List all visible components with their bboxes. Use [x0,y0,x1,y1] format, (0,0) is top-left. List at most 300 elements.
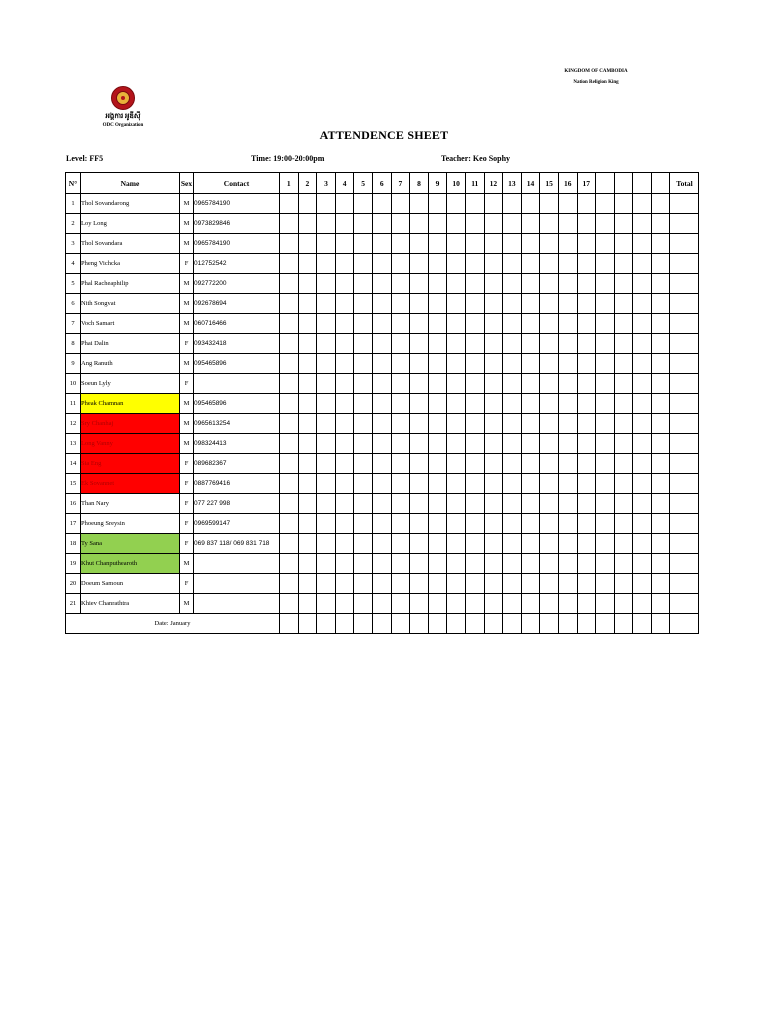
attendance-cell[interactable] [503,574,522,594]
attendance-cell[interactable] [577,514,596,534]
attendance-cell[interactable] [447,234,466,254]
attendance-cell[interactable] [391,274,410,294]
attendance-cell[interactable] [317,474,336,494]
attendance-cell[interactable] [410,554,429,574]
attendance-cell[interactable] [558,334,577,354]
attendance-cell[interactable] [558,374,577,394]
attendance-cell[interactable] [577,394,596,414]
attendance-cell[interactable] [633,334,652,354]
attendance-cell[interactable] [484,274,503,294]
attendance-cell[interactable] [335,574,354,594]
total-cell[interactable] [670,394,699,414]
attendance-cell[interactable] [577,274,596,294]
attendance-cell[interactable] [651,594,670,614]
total-cell[interactable] [670,554,699,574]
attendance-cell[interactable] [540,534,559,554]
attendance-cell[interactable] [428,254,447,274]
attendance-cell[interactable] [484,314,503,334]
attendance-cell[interactable] [298,494,317,514]
attendance-cell[interactable] [447,474,466,494]
attendance-cell[interactable] [614,234,633,254]
attendance-cell[interactable] [372,554,391,574]
attendance-cell[interactable] [447,554,466,574]
attendance-cell[interactable] [521,434,540,454]
attendance-cell[interactable] [596,474,615,494]
attendance-cell[interactable] [372,454,391,474]
attendance-cell[interactable] [354,314,373,334]
attendance-cell[interactable] [447,434,466,454]
attendance-cell[interactable] [372,474,391,494]
attendance-cell[interactable] [298,274,317,294]
attendance-cell[interactable] [503,514,522,534]
attendance-cell[interactable] [298,594,317,614]
attendance-cell[interactable] [372,354,391,374]
attendance-cell[interactable] [633,214,652,234]
attendance-cell[interactable] [651,354,670,374]
attendance-cell[interactable] [540,354,559,374]
attendance-cell[interactable] [354,474,373,494]
attendance-cell[interactable] [614,594,633,614]
attendance-cell[interactable] [335,314,354,334]
attendance-cell[interactable] [651,334,670,354]
attendance-cell[interactable] [633,554,652,574]
attendance-cell[interactable] [280,434,299,454]
attendance-cell[interactable] [335,414,354,434]
attendance-cell[interactable] [428,454,447,474]
attendance-cell[interactable] [540,554,559,574]
attendance-cell[interactable] [354,574,373,594]
attendance-cell[interactable] [577,454,596,474]
attendance-cell[interactable] [558,314,577,334]
attendance-cell[interactable] [614,414,633,434]
attendance-cell[interactable] [354,554,373,574]
attendance-cell[interactable] [372,214,391,234]
attendance-cell[interactable] [633,414,652,434]
total-cell[interactable] [670,574,699,594]
attendance-cell[interactable] [428,554,447,574]
attendance-cell[interactable] [558,414,577,434]
attendance-cell[interactable] [317,394,336,414]
total-cell[interactable] [670,194,699,214]
attendance-cell[interactable] [465,214,484,234]
attendance-cell[interactable] [558,214,577,234]
attendance-cell[interactable] [372,514,391,534]
attendance-cell[interactable] [465,454,484,474]
attendance-cell[interactable] [391,214,410,234]
attendance-cell[interactable] [503,234,522,254]
attendance-cell[interactable] [447,334,466,354]
attendance-cell[interactable] [410,474,429,494]
attendance-cell[interactable] [651,414,670,434]
attendance-cell[interactable] [280,294,299,314]
attendance-cell[interactable] [651,394,670,414]
attendance-cell[interactable] [503,594,522,614]
attendance-cell[interactable] [465,274,484,294]
attendance-cell[interactable] [503,554,522,574]
attendance-cell[interactable] [465,234,484,254]
attendance-cell[interactable] [540,234,559,254]
attendance-cell[interactable] [596,334,615,354]
attendance-cell[interactable] [410,534,429,554]
attendance-cell[interactable] [410,454,429,474]
attendance-cell[interactable] [317,314,336,334]
attendance-cell[interactable] [354,274,373,294]
attendance-cell[interactable] [372,534,391,554]
attendance-cell[interactable] [577,594,596,614]
attendance-cell[interactable] [651,574,670,594]
attendance-cell[interactable] [614,474,633,494]
attendance-cell[interactable] [354,394,373,414]
attendance-cell[interactable] [447,374,466,394]
attendance-cell[interactable] [521,534,540,554]
attendance-cell[interactable] [280,254,299,274]
attendance-cell[interactable] [280,374,299,394]
attendance-cell[interactable] [354,434,373,454]
attendance-cell[interactable] [280,594,299,614]
total-cell[interactable] [670,374,699,394]
attendance-cell[interactable] [298,534,317,554]
attendance-cell[interactable] [447,594,466,614]
attendance-cell[interactable] [335,354,354,374]
attendance-cell[interactable] [335,594,354,614]
attendance-cell[interactable] [317,374,336,394]
attendance-cell[interactable] [596,534,615,554]
attendance-cell[interactable] [372,314,391,334]
attendance-cell[interactable] [428,594,447,614]
attendance-cell[interactable] [354,414,373,434]
attendance-cell[interactable] [428,194,447,214]
attendance-cell[interactable] [521,414,540,434]
attendance-cell[interactable] [503,374,522,394]
attendance-cell[interactable] [280,314,299,334]
attendance-cell[interactable] [317,574,336,594]
attendance-cell[interactable] [596,574,615,594]
attendance-cell[interactable] [596,354,615,374]
attendance-cell[interactable] [633,294,652,314]
attendance-cell[interactable] [651,454,670,474]
attendance-cell[interactable] [577,314,596,334]
attendance-cell[interactable] [577,214,596,234]
attendance-cell[interactable] [354,294,373,314]
attendance-cell[interactable] [410,374,429,394]
attendance-cell[interactable] [280,494,299,514]
attendance-cell[interactable] [465,414,484,434]
attendance-cell[interactable] [391,434,410,454]
attendance-cell[interactable] [447,494,466,514]
attendance-cell[interactable] [372,334,391,354]
attendance-cell[interactable] [317,494,336,514]
attendance-cell[interactable] [391,534,410,554]
attendance-cell[interactable] [503,414,522,434]
attendance-cell[interactable] [558,594,577,614]
attendance-cell[interactable] [521,394,540,414]
attendance-cell[interactable] [447,514,466,534]
attendance-cell[interactable] [391,294,410,314]
attendance-cell[interactable] [558,394,577,414]
attendance-cell[interactable] [317,554,336,574]
attendance-cell[interactable] [410,494,429,514]
attendance-cell[interactable] [540,374,559,394]
attendance-cell[interactable] [596,494,615,514]
attendance-cell[interactable] [521,374,540,394]
attendance-cell[interactable] [596,594,615,614]
attendance-cell[interactable] [372,374,391,394]
attendance-cell[interactable] [391,494,410,514]
attendance-cell[interactable] [633,394,652,414]
attendance-cell[interactable] [484,234,503,254]
attendance-cell[interactable] [354,374,373,394]
attendance-cell[interactable] [558,434,577,454]
attendance-cell[interactable] [651,554,670,574]
attendance-cell[interactable] [410,434,429,454]
attendance-cell[interactable] [521,214,540,234]
attendance-cell[interactable] [614,554,633,574]
attendance-cell[interactable] [465,254,484,274]
attendance-cell[interactable] [428,394,447,414]
attendance-cell[interactable] [614,394,633,414]
total-cell[interactable] [670,214,699,234]
attendance-cell[interactable] [577,474,596,494]
attendance-cell[interactable] [410,574,429,594]
attendance-cell[interactable] [596,434,615,454]
attendance-cell[interactable] [354,494,373,514]
attendance-cell[interactable] [335,334,354,354]
attendance-cell[interactable] [317,274,336,294]
attendance-cell[interactable] [614,374,633,394]
attendance-cell[interactable] [354,594,373,614]
attendance-cell[interactable] [428,214,447,234]
attendance-cell[interactable] [447,454,466,474]
attendance-cell[interactable] [298,554,317,574]
attendance-cell[interactable] [410,294,429,314]
attendance-cell[interactable] [428,434,447,454]
attendance-cell[interactable] [484,254,503,274]
attendance-cell[interactable] [521,234,540,254]
attendance-cell[interactable] [428,274,447,294]
attendance-cell[interactable] [540,254,559,274]
attendance-cell[interactable] [540,194,559,214]
attendance-cell[interactable] [558,554,577,574]
attendance-cell[interactable] [484,294,503,314]
attendance-cell[interactable] [465,514,484,534]
attendance-cell[interactable] [317,594,336,614]
attendance-cell[interactable] [484,454,503,474]
attendance-cell[interactable] [596,234,615,254]
attendance-cell[interactable] [596,194,615,214]
attendance-cell[interactable] [521,274,540,294]
attendance-cell[interactable] [298,234,317,254]
attendance-cell[interactable] [503,354,522,374]
attendance-cell[interactable] [354,254,373,274]
attendance-cell[interactable] [577,254,596,274]
attendance-cell[interactable] [577,494,596,514]
attendance-cell[interactable] [614,334,633,354]
attendance-cell[interactable] [317,194,336,214]
attendance-cell[interactable] [577,234,596,254]
attendance-cell[interactable] [540,414,559,434]
attendance-cell[interactable] [372,234,391,254]
attendance-cell[interactable] [280,394,299,414]
attendance-cell[interactable] [335,454,354,474]
attendance-cell[interactable] [484,214,503,234]
attendance-cell[interactable] [391,554,410,574]
attendance-cell[interactable] [558,254,577,274]
attendance-cell[interactable] [577,414,596,434]
attendance-cell[interactable] [540,434,559,454]
attendance-cell[interactable] [484,434,503,454]
attendance-cell[interactable] [317,414,336,434]
attendance-cell[interactable] [298,314,317,334]
attendance-cell[interactable] [280,474,299,494]
attendance-cell[interactable] [428,374,447,394]
attendance-cell[interactable] [614,274,633,294]
attendance-cell[interactable] [521,294,540,314]
attendance-cell[interactable] [577,574,596,594]
attendance-cell[interactable] [633,454,652,474]
attendance-cell[interactable] [633,434,652,454]
attendance-cell[interactable] [558,354,577,374]
attendance-cell[interactable] [391,334,410,354]
attendance-cell[interactable] [484,194,503,214]
attendance-cell[interactable] [558,514,577,534]
attendance-cell[interactable] [465,554,484,574]
attendance-cell[interactable] [503,394,522,414]
attendance-cell[interactable] [372,594,391,614]
attendance-cell[interactable] [317,294,336,314]
attendance-cell[interactable] [465,334,484,354]
attendance-cell[interactable] [503,314,522,334]
attendance-cell[interactable] [503,534,522,554]
attendance-cell[interactable] [521,334,540,354]
attendance-cell[interactable] [280,554,299,574]
attendance-cell[interactable] [503,254,522,274]
attendance-cell[interactable] [317,434,336,454]
attendance-cell[interactable] [521,554,540,574]
attendance-cell[interactable] [298,514,317,534]
attendance-cell[interactable] [447,534,466,554]
attendance-cell[interactable] [298,214,317,234]
attendance-cell[interactable] [335,434,354,454]
attendance-cell[interactable] [465,394,484,414]
attendance-cell[interactable] [633,354,652,374]
attendance-cell[interactable] [596,214,615,234]
attendance-cell[interactable] [484,334,503,354]
attendance-cell[interactable] [428,354,447,374]
attendance-cell[interactable] [354,234,373,254]
attendance-cell[interactable] [372,394,391,414]
attendance-cell[interactable] [447,394,466,414]
attendance-cell[interactable] [447,574,466,594]
attendance-cell[interactable] [651,314,670,334]
attendance-cell[interactable] [521,194,540,214]
attendance-cell[interactable] [633,514,652,534]
attendance-cell[interactable] [410,594,429,614]
attendance-cell[interactable] [651,374,670,394]
attendance-cell[interactable] [372,494,391,514]
attendance-cell[interactable] [484,414,503,434]
attendance-cell[interactable] [354,454,373,474]
attendance-cell[interactable] [298,394,317,414]
attendance-cell[interactable] [317,254,336,274]
attendance-cell[interactable] [558,454,577,474]
total-cell[interactable] [670,434,699,454]
attendance-cell[interactable] [633,474,652,494]
attendance-cell[interactable] [577,194,596,214]
attendance-cell[interactable] [596,554,615,574]
attendance-cell[interactable] [521,514,540,534]
attendance-cell[interactable] [335,474,354,494]
attendance-cell[interactable] [372,254,391,274]
attendance-cell[interactable] [633,574,652,594]
attendance-cell[interactable] [577,294,596,314]
attendance-cell[interactable] [410,194,429,214]
attendance-cell[interactable] [484,394,503,414]
total-cell[interactable] [670,594,699,614]
attendance-cell[interactable] [540,274,559,294]
attendance-cell[interactable] [280,234,299,254]
attendance-cell[interactable] [521,594,540,614]
attendance-cell[interactable] [614,454,633,474]
attendance-cell[interactable] [465,374,484,394]
attendance-cell[interactable] [633,254,652,274]
attendance-cell[interactable] [596,414,615,434]
attendance-cell[interactable] [577,534,596,554]
attendance-cell[interactable] [503,454,522,474]
attendance-cell[interactable] [614,434,633,454]
attendance-cell[interactable] [577,434,596,454]
attendance-cell[interactable] [614,194,633,214]
attendance-cell[interactable] [428,234,447,254]
attendance-cell[interactable] [558,294,577,314]
attendance-cell[interactable] [391,474,410,494]
attendance-cell[interactable] [540,494,559,514]
attendance-cell[interactable] [335,214,354,234]
attendance-cell[interactable] [633,374,652,394]
attendance-cell[interactable] [372,414,391,434]
attendance-cell[interactable] [540,514,559,534]
attendance-cell[interactable] [372,274,391,294]
attendance-cell[interactable] [447,314,466,334]
attendance-cell[interactable] [465,314,484,334]
attendance-cell[interactable] [447,194,466,214]
attendance-cell[interactable] [614,494,633,514]
attendance-cell[interactable] [558,474,577,494]
attendance-cell[interactable] [577,554,596,574]
attendance-cell[interactable] [596,394,615,414]
attendance-cell[interactable] [317,454,336,474]
attendance-cell[interactable] [280,354,299,374]
attendance-cell[interactable] [503,434,522,454]
attendance-cell[interactable] [484,534,503,554]
attendance-cell[interactable] [651,214,670,234]
attendance-cell[interactable] [540,214,559,234]
attendance-cell[interactable] [410,334,429,354]
attendance-cell[interactable] [391,354,410,374]
attendance-cell[interactable] [503,214,522,234]
attendance-cell[interactable] [614,514,633,534]
attendance-cell[interactable] [503,194,522,214]
attendance-cell[interactable] [614,254,633,274]
attendance-cell[interactable] [335,374,354,394]
attendance-cell[interactable] [540,294,559,314]
attendance-cell[interactable] [280,534,299,554]
total-cell[interactable] [670,274,699,294]
attendance-cell[interactable] [521,454,540,474]
attendance-cell[interactable] [465,434,484,454]
attendance-cell[interactable] [280,414,299,434]
attendance-cell[interactable] [280,454,299,474]
attendance-cell[interactable] [354,514,373,534]
